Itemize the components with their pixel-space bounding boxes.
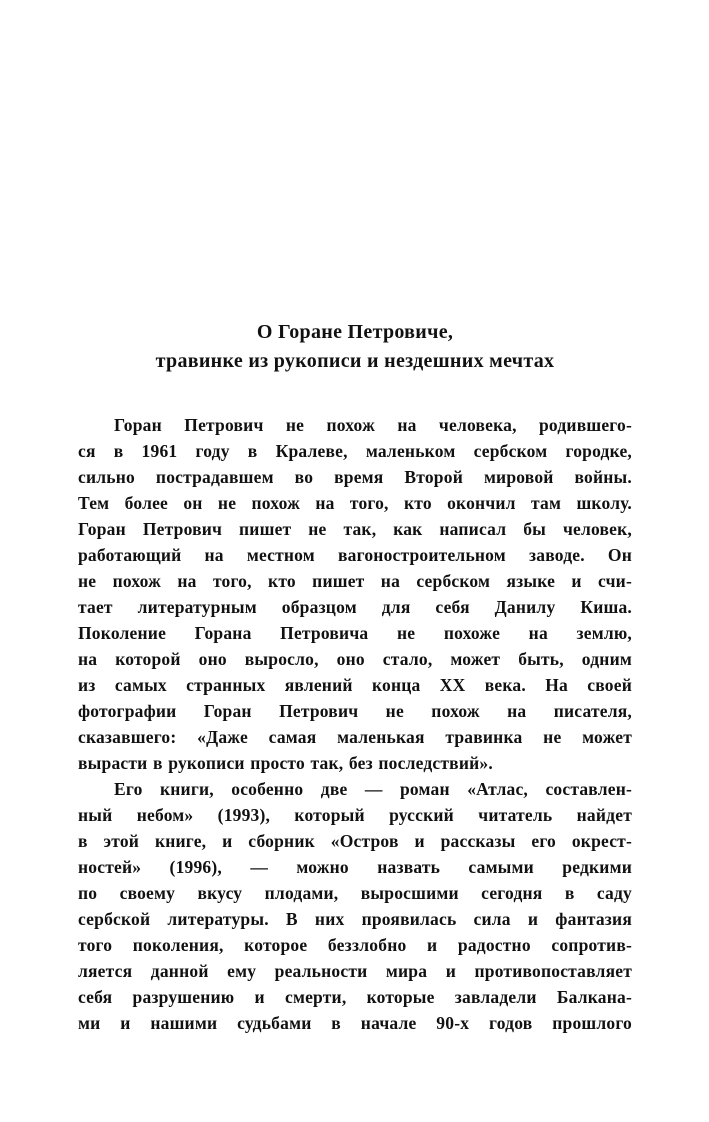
page-title (78, 318, 632, 376)
text-line: на которой оно выросло, оно стало, может быть, одним (78, 649, 632, 669)
text-line: не похож на того, кто пишет на сербском языке и счи- (78, 571, 632, 591)
text-line: Горан Петрович не похож на человека, родившего- (114, 415, 632, 435)
paragraph (78, 412, 632, 776)
text-line: ся в 1961 году в Кралеве, маленьком сербском городке, (78, 441, 632, 461)
text-line: Его книги, особенно две — роман «Атлас, составлен- (114, 779, 632, 799)
text-line: сильно пострадавшем во время Второй мировой войны. (78, 467, 632, 487)
text-line: сербской литературы. В них проявилась сила и фантазия (78, 909, 632, 929)
text-line: работающий на местном вагоностроительном заводе. Он (78, 545, 632, 565)
text-line: вырасти в рукописи просто так, без последствий». (78, 753, 493, 773)
text-line: ностей» (1996), — можно назвать самыми редкими (78, 857, 632, 877)
text-line: того поколения, которое беззлобно и радостно сопротив- (78, 935, 632, 955)
text-line: Тем более он не похож на того, кто окончил там школу. (78, 493, 632, 513)
title-line: О Горане Петровиче, (256, 321, 454, 343)
text-line: себя разрушению и смерти, которые завладели Балкана- (78, 987, 632, 1007)
text-block (78, 412, 632, 1036)
text-line: ляется данной ему реальности мира и противопоставляет (78, 961, 632, 981)
text-line: фотографии Горан Петрович не похож на писателя, (78, 701, 632, 721)
text-line: Горан Петрович пишет не так, как написал бы человек, (78, 519, 632, 539)
text-line: ный небом» (1993), который русский читатель найдет (78, 805, 632, 825)
text-line: сказавшего: «Даже самая маленькая травинка не может (78, 727, 632, 747)
paragraph (78, 776, 632, 1036)
text-line: из самых странных явлений конца XX века. На своей (78, 675, 632, 695)
text-line: Поколение Горана Петровича не похоже на землю, (78, 623, 632, 643)
text-line: в этой книге, и сборник «Остров и рассказы его окрест- (78, 831, 632, 851)
text-line: по своему вкусу плодами, выросшими сегодня в саду (78, 883, 632, 903)
text-line: ми и нашими судьбами в начале 90-х годов прошлого (78, 1013, 632, 1033)
text-line: тает литературным образцом для себя Данилу Киша. (78, 597, 632, 617)
page-content (78, 318, 632, 1036)
title-line: травинке из рукописи и нездешних мечтах (155, 350, 555, 372)
